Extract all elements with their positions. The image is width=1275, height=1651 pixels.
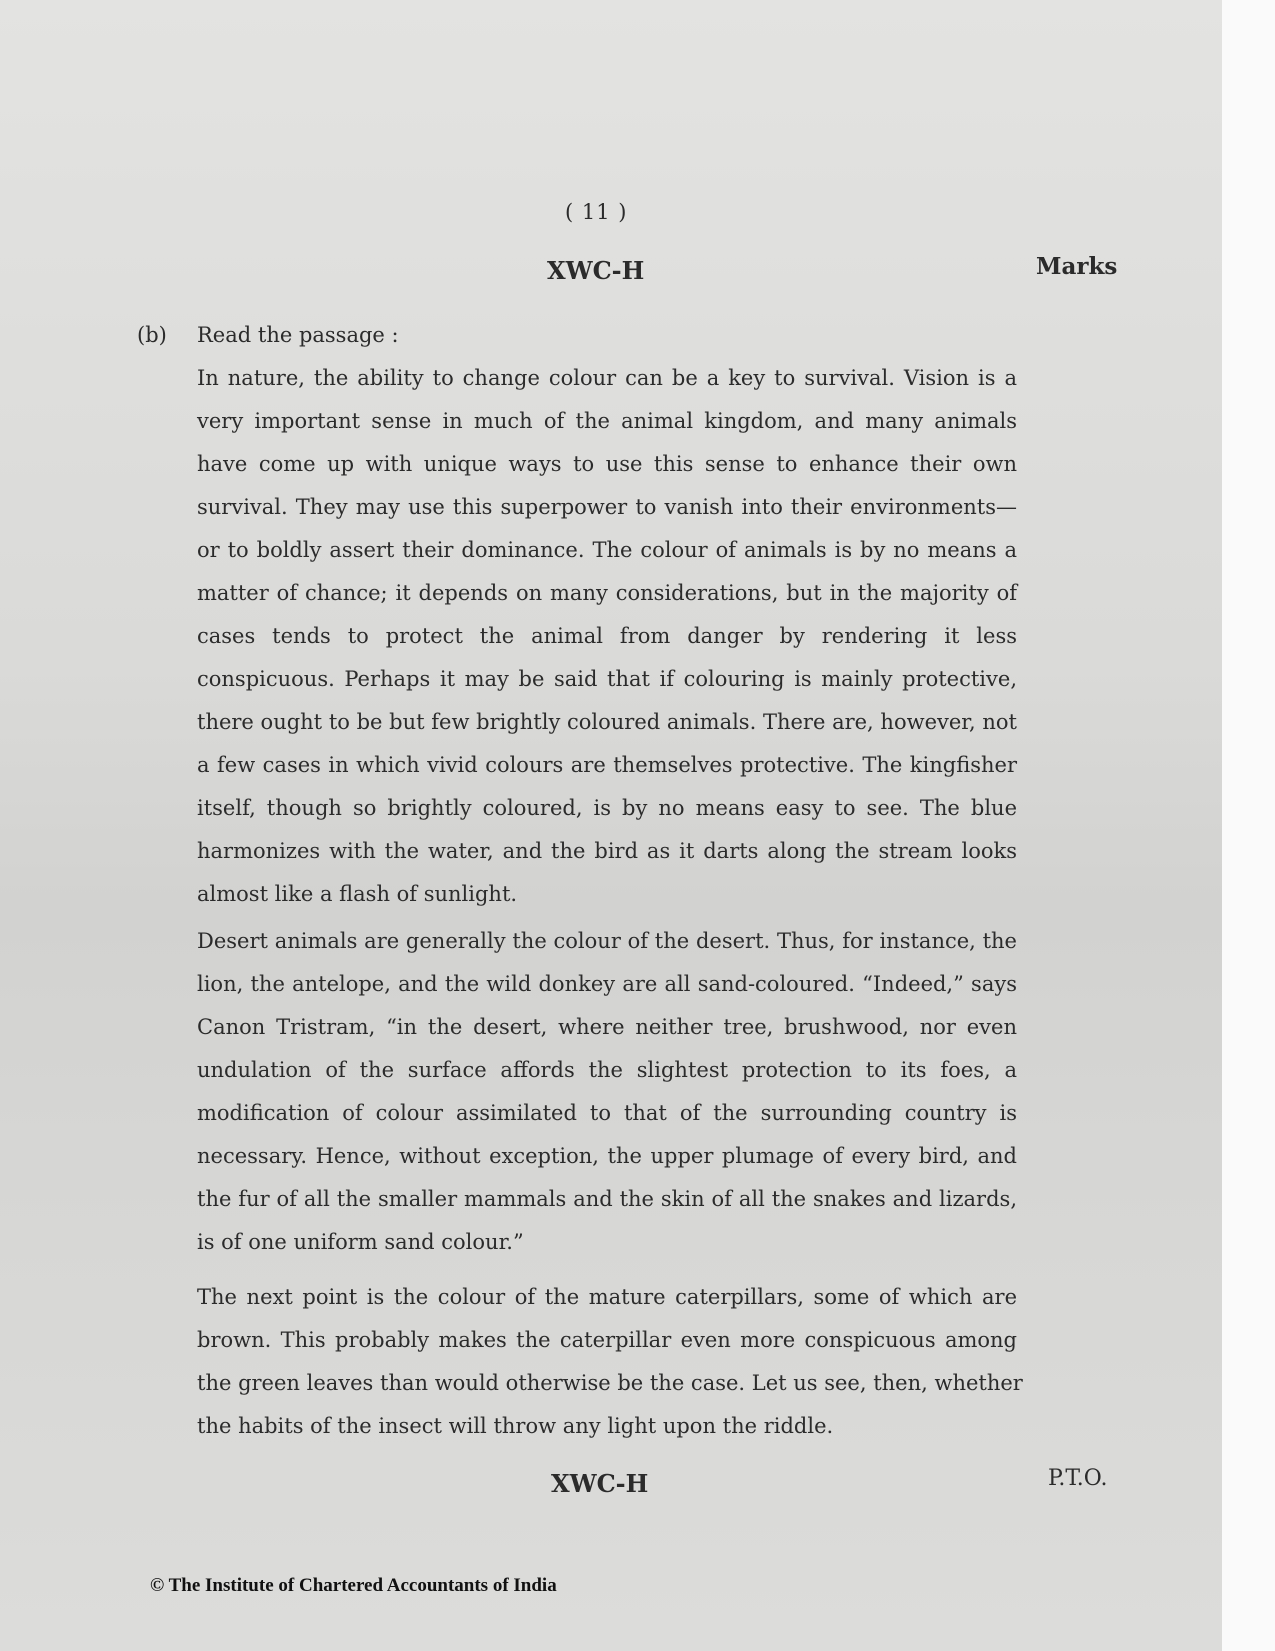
passage-line: In nature, the ability to change colour can be a key to survival. Vision is a: [197, 366, 1017, 390]
passage-line: survival. They may use this superpower to vanish into their environments—: [197, 495, 1017, 519]
passage-paragraph-3: [197, 1276, 1023, 1448]
page-margin: [1222, 0, 1275, 1651]
passage-line: modification of colour assimilated to that of the surrounding country is: [197, 1101, 1017, 1125]
page-number: ( 11 ): [565, 200, 628, 224]
passage-line: almost like a flash of sunlight.: [197, 882, 518, 906]
passage-line: cases tends to protect the animal from danger by rendering it less: [197, 624, 1017, 648]
passage-line: have come up with unique ways to use this sense to enhance their own: [197, 452, 1017, 476]
passage-line: brown. This probably makes the caterpillar even more conspicuous among: [197, 1328, 1017, 1352]
passage-line: harmonizes with the water, and the bird as it darts along the stream looks: [197, 839, 1017, 863]
copyright-notice: © The Institute of Chartered Accountants of India: [150, 1575, 557, 1596]
passage-line: matter of chance; it depends on many considerations, but in the majority of: [197, 581, 1017, 605]
passage-line: necessary. Hence, without exception, the upper plumage of every bird, and: [197, 1144, 1017, 1168]
passage-line: there ought to be but few brightly coloured animals. There are, however, not: [197, 710, 1017, 734]
pto-label: P.T.O.: [1048, 1466, 1108, 1491]
passage-line: Canon Tristram, “in the desert, where neither tree, brushwood, nor even: [197, 1015, 1017, 1039]
passage-line: or to boldly assert their dominance. The colour of animals is by no means a: [197, 538, 1017, 562]
paper-code-footer: XWC-H: [551, 1469, 649, 1498]
passage-line: The next point is the colour of the mature caterpillars, some of which are: [197, 1285, 1017, 1309]
marks-column-label: Marks: [1036, 253, 1118, 280]
passage-line: the habits of the insect will throw any light upon the riddle.: [197, 1414, 834, 1438]
passage-line: Desert animals are generally the colour of the desert. Thus, for instance, the: [197, 929, 1017, 953]
passage-line: the green leaves than would otherwise be the case. Let us see, then, whether: [197, 1371, 1023, 1395]
paper-code-header: XWC-H: [547, 256, 645, 285]
passage-line: undulation of the surface affords the slightest protection to its foes, a: [197, 1058, 1017, 1082]
question-label: (b): [137, 323, 167, 347]
passage-line: a few cases in which vivid colours are themselves protective. The kingfisher: [197, 753, 1017, 777]
passage-paragraph-1: [197, 357, 1017, 916]
passage-paragraph-2: [197, 920, 1017, 1264]
passage-line: is of one uniform sand colour.”: [197, 1230, 524, 1254]
passage-line: itself, though so brightly coloured, is by no means easy to see. The blue: [197, 796, 1017, 820]
passage-line: conspicuous. Perhaps it may be said that if colouring is mainly protective,: [197, 667, 1017, 691]
passage-line: the fur of all the smaller mammals and the skin of all the snakes and lizards,: [197, 1187, 1017, 1211]
question-instruction: Read the passage :: [197, 323, 399, 347]
passage-line: lion, the antelope, and the wild donkey are all sand-coloured. “Indeed,” says: [197, 972, 1017, 996]
passage-line: very important sense in much of the animal kingdom, and many animals: [197, 409, 1017, 433]
